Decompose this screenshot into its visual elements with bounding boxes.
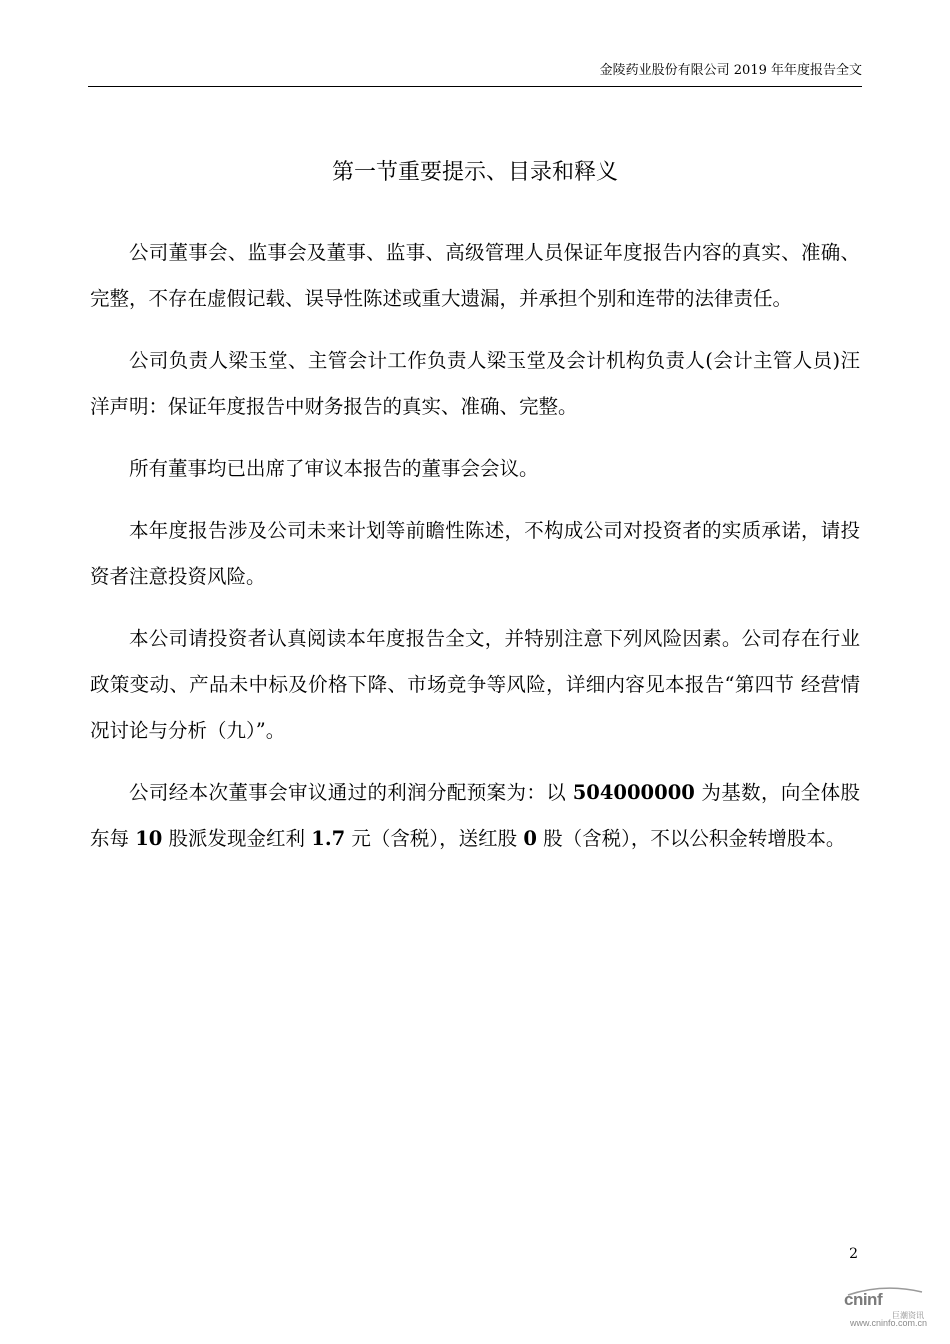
- plan-text-5: 股（含税），不以公积金转增股本。: [536, 827, 846, 850]
- base-shares-value: 504000000: [572, 781, 695, 804]
- plan-text-2: 为基数，向全体股东每: [90, 781, 861, 850]
- running-header: 金陵药业股份有限公司 2019 年年度报告全文: [599, 63, 862, 78]
- plan-text-3: 股派发现金红利: [162, 827, 312, 850]
- watermark-logo-text: cninf: [844, 1290, 883, 1309]
- risk-factors-notice: 本公司请投资者认真阅读本年度报告全文，并特别注意下列风险因素。公司存在行业政策变动、产品未中标及价格下降、市场竞争等风险，详细内容见本报告“第四节 经营情况讨论与分析（九）”。: [90, 627, 860, 742]
- cash-dividend-value: 1.7: [311, 827, 346, 850]
- bonus-shares-value: 0: [523, 827, 537, 850]
- responsibility-statement: 公司董事会、监事会及董事、监事、高级管理人员保证年度报告内容的真实、准确、完整，不存在虚假记载、误导性陈述或重大遗漏，并承担个别和连带的法律责任。: [90, 241, 860, 310]
- forward-looking-disclaimer: 本年度报告涉及公司未来计划等前瞻性陈述，不构成公司对投资者的实质承诺，请投资者注意投资风险。: [90, 519, 860, 588]
- plan-text-1: 公司经本次董事会审议通过的利润分配预案为：以: [129, 781, 573, 804]
- board-attendance-statement: 所有董事均已出席了审议本报告的董事会会议。: [129, 457, 539, 480]
- plan-text-4: 元（含税），送红股: [345, 827, 524, 850]
- section-title: 第一节重要提示、目录和释义: [331, 160, 618, 185]
- financial-report-statement: 公司负责人梁玉堂、主管会计工作负责人梁玉堂及会计机构负责人(会计主管人员)汪洋声明：保证年度报告中财务报告的真实、准确、完整。: [90, 349, 860, 418]
- cninfo-watermark: [844, 1290, 936, 1330]
- profit-distribution-plan: [90, 770, 860, 862]
- watermark-tagline: 巨潮资讯: [892, 1311, 924, 1320]
- header-rule: [88, 86, 862, 87]
- per-shares-value: 10: [135, 827, 163, 850]
- page-number: 2: [849, 1246, 858, 1262]
- body-text: [90, 230, 860, 878]
- watermark-url: www.cninfo.com.cn: [850, 1318, 928, 1328]
